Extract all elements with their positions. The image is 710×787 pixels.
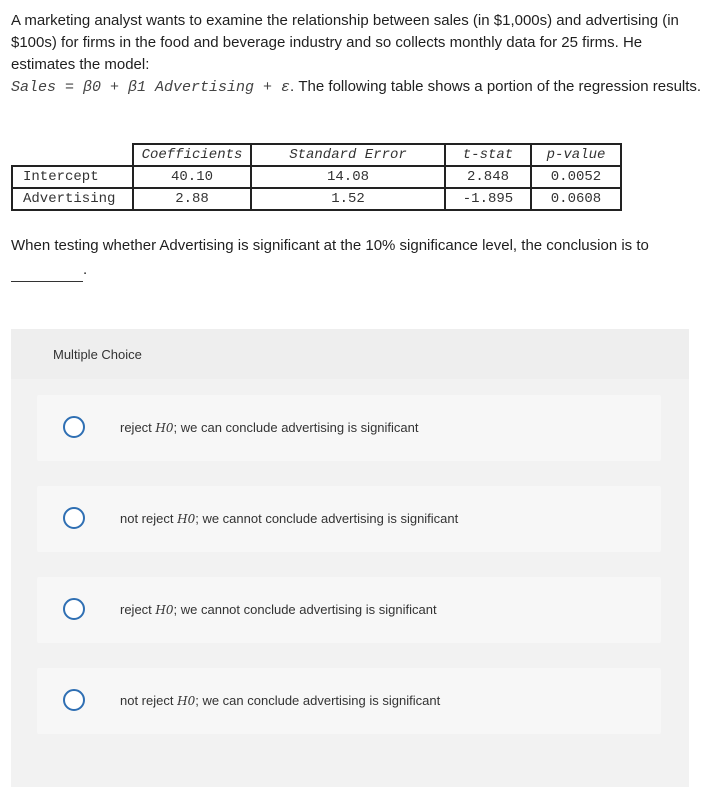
table-row <box>12 166 621 188</box>
h0-symbol: H0 <box>155 603 174 617</box>
question-intro: A marketing analyst wants to examine the relationship between sales (in $1,000s) and advertising (in $100s) for firms in the food and beverage industry and so collects monthly data for 25 firms. He estimates the model: <box>11 12 679 73</box>
header-p-value: p-value <box>531 144 621 166</box>
choice-label <box>120 693 440 708</box>
choice-conclusion: ; we can conclude advertising is significant <box>173 420 419 435</box>
choice-conclusion: ; we cannot conclude advertising is significant <box>195 511 459 526</box>
h0-symbol: H0 <box>177 512 196 526</box>
cell-p: 0.0052 <box>531 166 621 188</box>
h0-symbol: H0 <box>177 694 196 708</box>
choice-option[interactable] <box>37 668 661 734</box>
cell-p: 0.0608 <box>531 188 621 210</box>
answer-blank <box>11 265 83 282</box>
cell-se: 1.52 <box>251 188 445 210</box>
radio-button[interactable] <box>63 689 85 711</box>
choice-option[interactable] <box>37 577 661 643</box>
choice-label <box>120 602 437 617</box>
choice-verb: reject <box>120 602 152 617</box>
radio-button[interactable] <box>63 598 85 620</box>
model-equation: Sales = β0 + β1 Advertising + ε <box>11 79 291 96</box>
multiple-choice-title: Multiple Choice <box>53 347 142 362</box>
question-text <box>11 10 702 99</box>
choice-verb: reject <box>120 420 152 435</box>
cell-se: 14.08 <box>251 166 445 188</box>
table-corner <box>12 144 133 166</box>
choice-verb: not reject <box>120 511 174 526</box>
model-line <box>11 76 702 99</box>
model-trail: . The following table shows a portion of the regression results. <box>290 78 702 95</box>
h0-symbol: H0 <box>155 421 174 435</box>
header-coefficients: Coefficients <box>133 144 251 166</box>
row-label: Advertising <box>12 188 133 210</box>
row-label: Intercept <box>12 166 133 188</box>
prompt-end: . <box>83 261 88 278</box>
choice-label <box>120 420 419 435</box>
multiple-choice-panel <box>11 329 689 787</box>
cell-coef: 2.88 <box>133 188 251 210</box>
choice-conclusion: ; we can conclude advertising is significant <box>195 693 441 708</box>
multiple-choice-header <box>11 329 689 379</box>
header-standard-error: Standard Error <box>251 144 445 166</box>
choice-label <box>120 511 458 526</box>
choice-option[interactable] <box>37 486 661 552</box>
choice-verb: not reject <box>120 693 174 708</box>
radio-button[interactable] <box>63 507 85 529</box>
cell-t: 2.848 <box>445 166 531 188</box>
cell-t: -1.895 <box>445 188 531 210</box>
cell-coef: 40.10 <box>133 166 251 188</box>
header-t-stat: t-stat <box>445 144 531 166</box>
table-header-row <box>12 144 621 166</box>
choice-option[interactable] <box>37 395 661 461</box>
radio-button[interactable] <box>63 416 85 438</box>
regression-table <box>11 143 622 211</box>
prompt-body: When testing whether Advertising is significant at the 10% significance level, the conclusion is to <box>11 237 649 254</box>
table-row <box>12 188 621 210</box>
prompt-text <box>11 234 696 282</box>
choice-conclusion: ; we cannot conclude advertising is significant <box>173 602 437 617</box>
